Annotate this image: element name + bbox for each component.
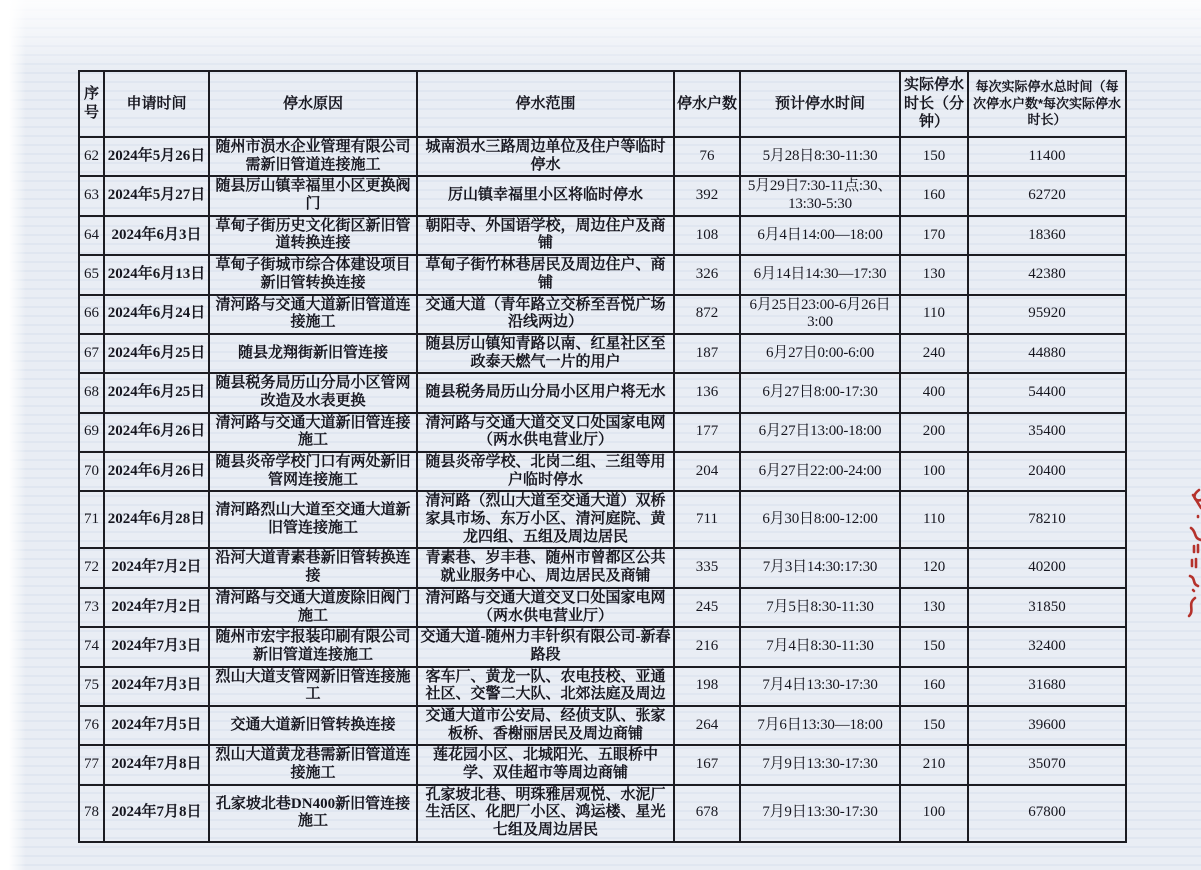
cell-apply-date: 2024年7月3日 — [104, 627, 209, 666]
table-body — [79, 137, 1126, 842]
cell-households: 204 — [674, 452, 740, 491]
cell-total-time: 78210 — [968, 491, 1126, 548]
cell-serial: 65 — [79, 255, 104, 294]
table-row — [79, 627, 1126, 666]
cell-scope: 交通大道（青年路立交桥至吾悦广场沿线两边） — [417, 295, 674, 334]
cell-scope: 草甸子街竹林巷居民及周边住户、商铺 — [417, 255, 674, 294]
cell-duration-min: 150 — [900, 137, 968, 176]
table-header — [79, 71, 1126, 137]
table-row — [79, 413, 1126, 452]
cell-serial: 73 — [79, 588, 104, 627]
cell-serial: 78 — [79, 785, 104, 842]
cell-reason: 孔家坡北巷DN400新旧管连接施工 — [209, 785, 417, 842]
cell-apply-date: 2024年6月25日 — [104, 373, 209, 412]
water-outage-table-wrap — [78, 70, 1127, 843]
cell-duration-min: 120 — [900, 548, 968, 587]
table-row — [79, 491, 1126, 548]
cell-reason: 清河路与交通大道废除旧阀门施工 — [209, 588, 417, 627]
cell-scope: 清河路与交通大道交叉口处国家电网（两水供电营业厅） — [417, 413, 674, 452]
cell-duration-min: 100 — [900, 785, 968, 842]
cell-apply-date: 2024年6月28日 — [104, 491, 209, 548]
cell-duration-min: 200 — [900, 413, 968, 452]
cell-reason: 交通大道新旧管转换连接 — [209, 706, 417, 745]
cell-apply-date: 2024年6月26日 — [104, 452, 209, 491]
cell-scope: 客车厂、黄龙一队、农电技校、亚通社区、交警二大队、北郊法庭及周边 — [417, 667, 674, 706]
cell-households: 177 — [674, 413, 740, 452]
cell-planned-time: 6月25日23:00-6月26日3:00 — [740, 295, 900, 334]
cell-reason: 清河路烈山大道至交通大道新旧管连接施工 — [209, 491, 417, 548]
cell-households: 216 — [674, 627, 740, 666]
cell-total-time: 32400 — [968, 627, 1126, 666]
cell-scope: 清河路（烈山大道至交通大道）双桥家具市场、东万小区、清河庭院、黄龙四组、五组及周边居民 — [417, 491, 674, 548]
cell-planned-time: 6月27日22:00-24:00 — [740, 452, 900, 491]
cell-households: 872 — [674, 295, 740, 334]
cell-apply-date: 2024年7月2日 — [104, 588, 209, 627]
handwritten-red-ink-mark — [1181, 486, 1201, 618]
cell-planned-time: 6月30日8:00-12:00 — [740, 491, 900, 548]
cell-serial: 71 — [79, 491, 104, 548]
cell-households: 136 — [674, 373, 740, 412]
cell-planned-time: 7月3日14:30:17:30 — [740, 548, 900, 587]
cell-serial: 70 — [79, 452, 104, 491]
cell-duration-min: 170 — [900, 216, 968, 255]
table-row — [79, 785, 1126, 842]
cell-apply-date: 2024年7月2日 — [104, 548, 209, 587]
cell-duration-min: 160 — [900, 176, 968, 215]
cell-reason: 随州市涢水企业管理有限公司需新旧管道连接施工 — [209, 137, 417, 176]
cell-reason: 沿河大道青素巷新旧管转换连接 — [209, 548, 417, 587]
table-row — [79, 176, 1126, 215]
table-row — [79, 216, 1126, 255]
cell-planned-time: 6月27日0:00-6:00 — [740, 334, 900, 373]
col-header-planned-time: 预计停水时间 — [740, 71, 900, 137]
col-header-reason: 停水原因 — [209, 71, 417, 137]
table-row — [79, 548, 1126, 587]
table-row — [79, 452, 1126, 491]
cell-scope: 城南涢水三路周边单位及住户等临时停水 — [417, 137, 674, 176]
cell-reason: 随县炎帝学校门口有两处新旧管网连接施工 — [209, 452, 417, 491]
cell-total-time: 20400 — [968, 452, 1126, 491]
cell-reason: 随县龙翔街新旧管连接 — [209, 334, 417, 373]
cell-scope: 青素巷、岁丰巷、随州市曾都区公共就业服务中心、周边居民及商铺 — [417, 548, 674, 587]
cell-reason: 烈山大道支管网新旧管连接施工 — [209, 667, 417, 706]
cell-apply-date: 2024年7月3日 — [104, 667, 209, 706]
cell-total-time: 62720 — [968, 176, 1126, 215]
cell-total-time: 54400 — [968, 373, 1126, 412]
cell-apply-date: 2024年5月27日 — [104, 176, 209, 215]
cell-duration-min: 150 — [900, 627, 968, 666]
cell-planned-time: 6月27日13:00-18:00 — [740, 413, 900, 452]
header-row — [79, 71, 1126, 137]
cell-total-time: 44880 — [968, 334, 1126, 373]
cell-duration-min: 110 — [900, 491, 968, 548]
cell-scope: 随县炎帝学校、北岗二组、三组等用户临时停水 — [417, 452, 674, 491]
table-row — [79, 255, 1126, 294]
cell-reason: 烈山大道黄龙巷需新旧管道连接施工 — [209, 745, 417, 784]
col-header-scope: 停水范围 — [417, 71, 674, 137]
cell-duration-min: 240 — [900, 334, 968, 373]
cell-reason: 随县厉山镇幸福里小区更换阀门 — [209, 176, 417, 215]
cell-duration-min: 100 — [900, 452, 968, 491]
cell-duration-min: 210 — [900, 745, 968, 784]
cell-households: 198 — [674, 667, 740, 706]
table-row — [79, 334, 1126, 373]
cell-households: 167 — [674, 745, 740, 784]
cell-serial: 75 — [79, 667, 104, 706]
cell-total-time: 35070 — [968, 745, 1126, 784]
cell-serial: 72 — [79, 548, 104, 587]
cell-serial: 68 — [79, 373, 104, 412]
col-header-total-time: 每次实际停水总时间（每次停水户数*每次实际停水时长） — [968, 71, 1126, 137]
cell-duration-min: 110 — [900, 295, 968, 334]
cell-scope: 莲花园小区、北城阳光、五眼桥中学、双佳超市等周边商铺 — [417, 745, 674, 784]
table-row — [79, 745, 1126, 784]
col-header-households: 停水户数 — [674, 71, 740, 137]
cell-reason: 草甸子街城市综合体建设项目新旧管转换连接 — [209, 255, 417, 294]
cell-serial: 63 — [79, 176, 104, 215]
cell-households: 245 — [674, 588, 740, 627]
cell-reason: 随州市宏宇报装印刷有限公司新旧管道连接施工 — [209, 627, 417, 666]
cell-scope: 孔家坡北巷、明珠雅居观悦、水泥厂生活区、化肥厂小区、鸿运楼、星光七组及周边居民 — [417, 785, 674, 842]
cell-households: 264 — [674, 706, 740, 745]
cell-households: 711 — [674, 491, 740, 548]
table-row — [79, 137, 1126, 176]
cell-scope: 交通大道市公安局、经侦支队、张家板桥、香榭丽居民及周边商铺 — [417, 706, 674, 745]
table-row — [79, 295, 1126, 334]
cell-planned-time: 7月4日8:30-11:30 — [740, 627, 900, 666]
cell-households: 326 — [674, 255, 740, 294]
cell-planned-time: 5月29日7:30-11点:30、13:30-5:30 — [740, 176, 900, 215]
col-header-duration: 实际停水时长（分钟） — [900, 71, 968, 137]
cell-planned-time: 7月9日13:30-17:30 — [740, 785, 900, 842]
cell-duration-min: 400 — [900, 373, 968, 412]
table-row — [79, 588, 1126, 627]
cell-apply-date: 2024年6月3日 — [104, 216, 209, 255]
cell-duration-min: 150 — [900, 706, 968, 745]
cell-planned-time: 7月9日13:30-17:30 — [740, 745, 900, 784]
cell-scope: 清河路与交通大道交叉口处国家电网（两水供电营业厅） — [417, 588, 674, 627]
cell-scope: 厉山镇幸福里小区将临时停水 — [417, 176, 674, 215]
cell-apply-date: 2024年5月26日 — [104, 137, 209, 176]
cell-households: 392 — [674, 176, 740, 215]
cell-scope: 朝阳寺、外国语学校，周边住户及商铺 — [417, 216, 674, 255]
cell-planned-time: 7月5日8:30-11:30 — [740, 588, 900, 627]
cell-total-time: 42380 — [968, 255, 1126, 294]
cell-total-time: 67800 — [968, 785, 1126, 842]
cell-households: 335 — [674, 548, 740, 587]
cell-total-time: 35400 — [968, 413, 1126, 452]
cell-reason: 草甸子街历史文化街区新旧管道转换连接 — [209, 216, 417, 255]
cell-duration-min: 130 — [900, 588, 968, 627]
cell-households: 76 — [674, 137, 740, 176]
cell-households: 108 — [674, 216, 740, 255]
cell-total-time: 31680 — [968, 667, 1126, 706]
cell-planned-time: 6月14日14:30—17:30 — [740, 255, 900, 294]
cell-serial: 67 — [79, 334, 104, 373]
cell-apply-date: 2024年7月5日 — [104, 706, 209, 745]
cell-duration-min: 130 — [900, 255, 968, 294]
cell-serial: 69 — [79, 413, 104, 452]
cell-serial: 62 — [79, 137, 104, 176]
cell-scope: 随县厉山镇知青路以南、红星社区至政泰天燃气一片的用户 — [417, 334, 674, 373]
cell-planned-time: 6月27日8:00-17:30 — [740, 373, 900, 412]
cell-total-time: 31850 — [968, 588, 1126, 627]
cell-serial: 76 — [79, 706, 104, 745]
cell-serial: 74 — [79, 627, 104, 666]
cell-total-time: 39600 — [968, 706, 1126, 745]
cell-serial: 77 — [79, 745, 104, 784]
cell-apply-date: 2024年6月24日 — [104, 295, 209, 334]
cell-duration-min: 160 — [900, 667, 968, 706]
water-outage-table — [78, 70, 1127, 843]
table-row — [79, 706, 1126, 745]
cell-apply-date: 2024年6月25日 — [104, 334, 209, 373]
cell-serial: 66 — [79, 295, 104, 334]
col-header-apply-date: 申请时间 — [104, 71, 209, 137]
cell-total-time: 18360 — [968, 216, 1126, 255]
cell-total-time: 95920 — [968, 295, 1126, 334]
cell-scope: 交通大道-随州力丰针织有限公司-新春路段 — [417, 627, 674, 666]
cell-serial: 64 — [79, 216, 104, 255]
cell-reason: 随县税务局历山分局小区管网改造及水表更换 — [209, 373, 417, 412]
cell-apply-date: 2024年6月26日 — [104, 413, 209, 452]
cell-apply-date: 2024年7月8日 — [104, 745, 209, 784]
table-row — [79, 667, 1126, 706]
cell-reason: 清河路与交通大道新旧管连接施工 — [209, 413, 417, 452]
cell-apply-date: 2024年6月13日 — [104, 255, 209, 294]
cell-planned-time: 7月6日13:30—18:00 — [740, 706, 900, 745]
cell-apply-date: 2024年7月8日 — [104, 785, 209, 842]
cell-reason: 清河路与交通大道新旧管道连接施工 — [209, 295, 417, 334]
table-row — [79, 373, 1126, 412]
cell-scope: 随县税务局历山分局小区用户将无水 — [417, 373, 674, 412]
cell-planned-time: 6月4日14:00—18:00 — [740, 216, 900, 255]
cell-households: 187 — [674, 334, 740, 373]
col-header-serial: 序号 — [79, 71, 104, 137]
cell-planned-time: 5月28日8:30-11:30 — [740, 137, 900, 176]
cell-households: 678 — [674, 785, 740, 842]
cell-total-time: 40200 — [968, 548, 1126, 587]
cell-planned-time: 7月4日13:30-17:30 — [740, 667, 900, 706]
cell-total-time: 11400 — [968, 137, 1126, 176]
